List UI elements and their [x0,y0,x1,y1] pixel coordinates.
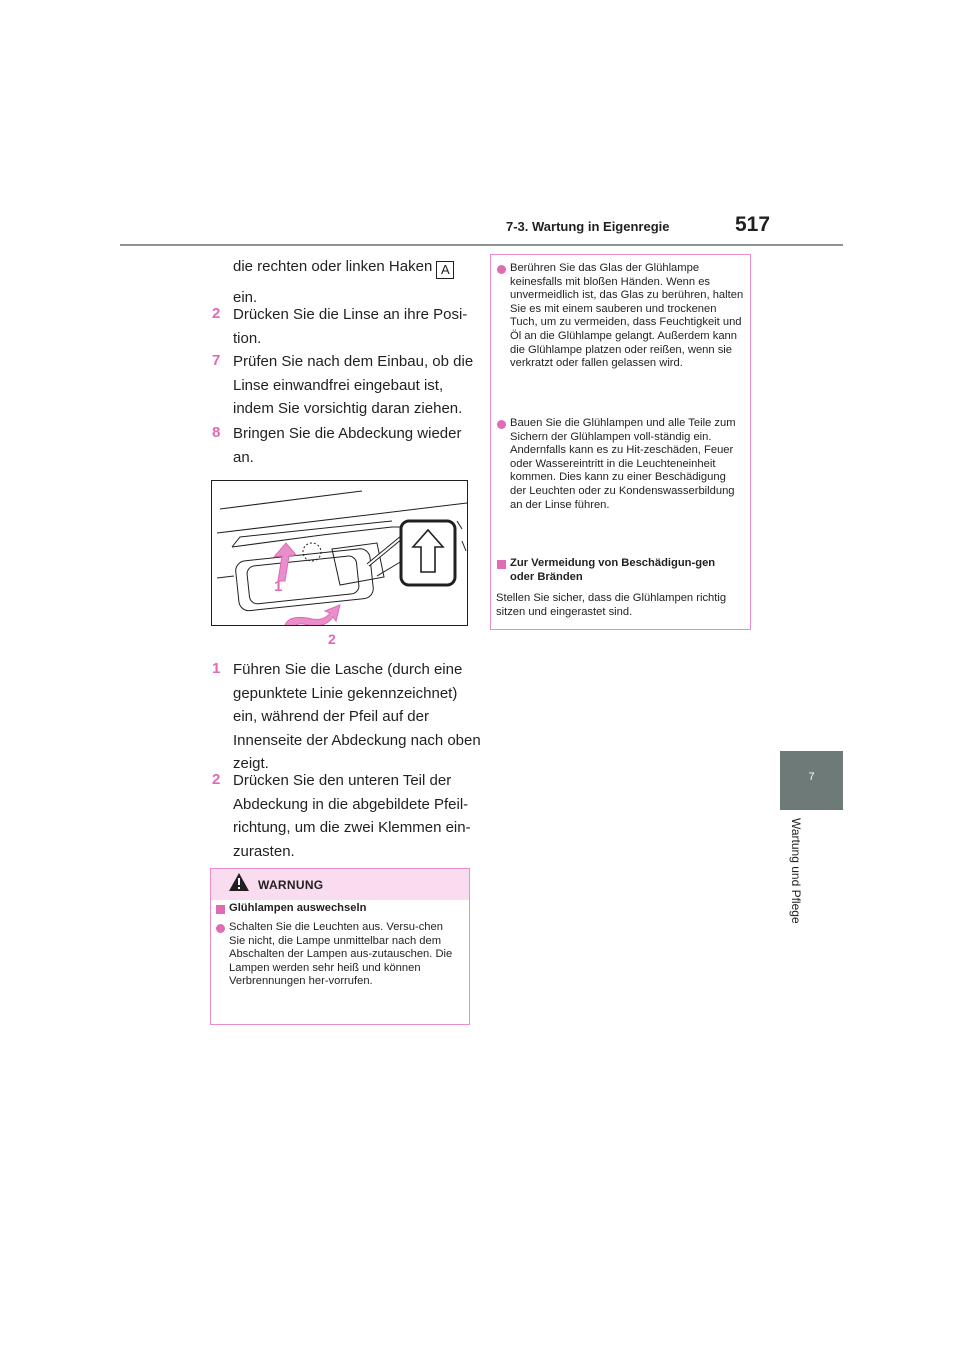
section-title: 7-3. Wartung in Eigenregie [506,219,670,234]
step-text: Bringen Sie die Abdeckung wieder an. [233,425,462,466]
circle-bullet-icon [497,420,506,429]
label-a-box: A [436,261,454,279]
continuation-line1: die rechten oder linken Haken [233,258,433,275]
caution-body: Stellen Sie sicher, dass die Glühlampen richtig sitzen und eingerastet sind. [496,592,727,618]
circle-bullet-icon [497,265,506,274]
chapter-tab-number: 7 [808,771,815,783]
step-number: 1 [212,660,221,677]
step-number: 2 [212,771,221,788]
warning-triangle-icon [228,872,250,892]
warning-heading: Glühlampen auswechseln [229,902,367,914]
warning-title: WARNUNG [258,878,324,892]
step-text: Drücken Sie den unteren Teil der Abdeckung in die abgebildete Pfeil-richtung, um die zwei Klemmen ein-zurasten. [233,772,471,860]
caution-bullet-2: Bauen Sie die Glühlampen und alle Teile zum Sichern der Glühlampen voll-ständig ein. Andernfalls kann es zu Hit-zeschäden, Feuer oder Wassereintritt in die Leuchteneinheit kommen. Dies kann zu einer Beschädigung der Leuchten oder zu Kondenswasserbildung an der Linse führen. [510,417,736,511]
circle-bullet-icon [216,924,225,933]
callout-2-label: 2 [328,631,336,647]
cover-illustration [212,481,468,626]
step-number: 8 [212,424,221,441]
step-text: Führen Sie die Lasche (durch eine gepunktete Linie gekennzeichnet) ein, während der Pfeil auf der Innenseite der Abdeckung nach oben zeigt. [233,661,481,772]
square-bullet-icon [216,905,225,914]
illustration-cover-install [211,480,468,626]
step-text: Drücken Sie die Linse an ihre Posi-tion. [233,306,468,347]
square-bullet-icon [497,560,506,569]
step-continuation [233,256,483,309]
caution-heading: Zur Vermeidung von Beschädigun-gen oder Bränden [510,557,716,583]
step-number: 7 [212,352,221,369]
callout-1: 1 [274,578,283,595]
step-text: Prüfen Sie nach dem Einbau, ob die Linse einwandfrei eingebaut ist, indem Sie vorsichtig daran ziehen. [233,353,474,417]
step-number: 2 [212,305,221,322]
chapter-tab-label: Wartung und Pflege [789,818,803,924]
continuation-line2: ein. [233,289,258,306]
page-number: 517 [735,213,771,236]
caution-bullet-1: Berühren Sie das Glas der Glühlampe keinesfalls mit bloßen Händen. Wenn es unvermeidlich ist, das Glas zu berühren, halten Sie es mit einem sauberen und trockenen Tuch, um zu vermeiden, dass Feuchtigkeit und Öl an die Glühlampe gelangt. Außerdem kann die Glühlampe platzen oder reißen, wenn sie verkratzt oder fallen gelassen wird. [510,262,744,370]
warning-text: Schalten Sie die Leuchten aus. Versu-chen Sie nicht, die Lampe unmittelbar nach dem Abschalten der Lampen aus-zutauschen. Die Lampen werden sehr heiß und können Verbrennungen her-vorrufen. [229,921,453,988]
header-rule [120,244,843,246]
